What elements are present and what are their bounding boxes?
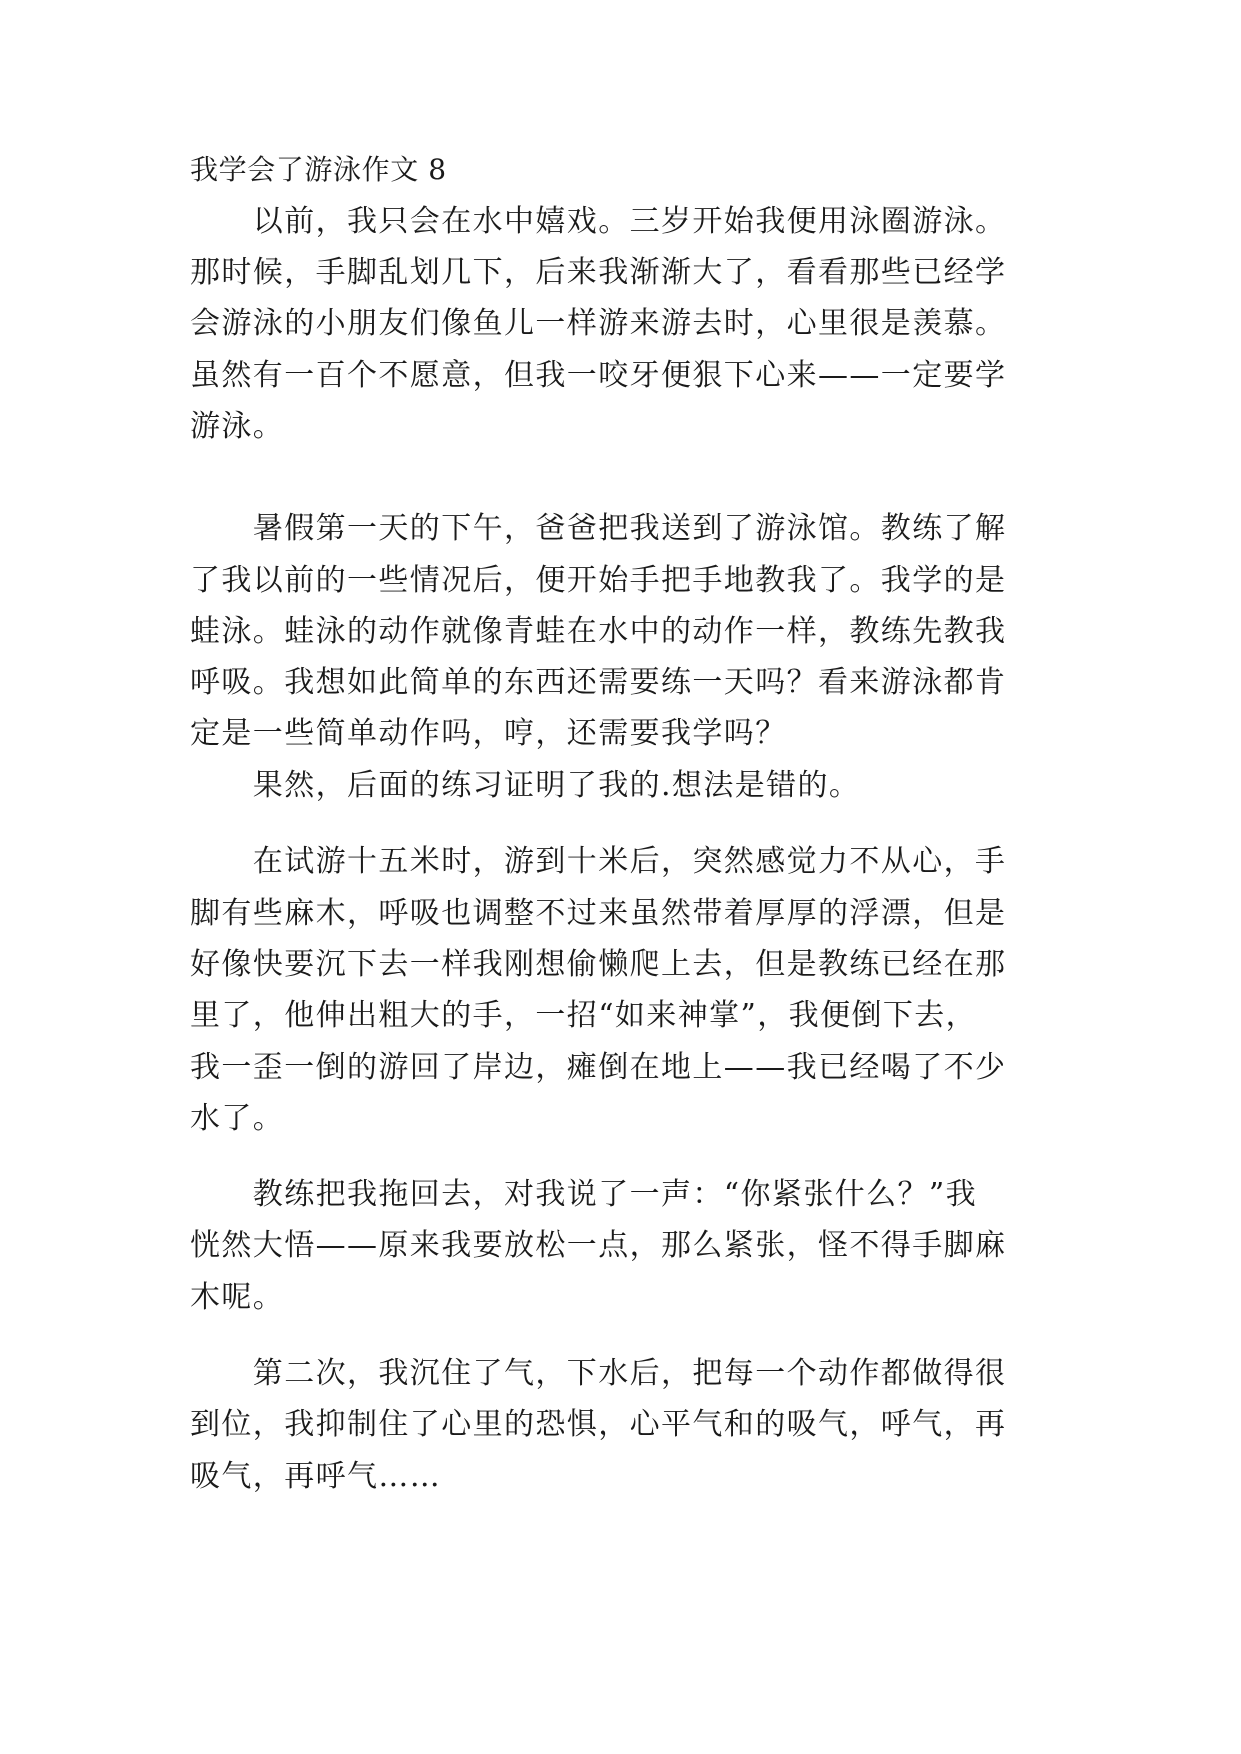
text-line: 以前，我只会在水中嬉戏。三岁开始我便用泳圈游泳。 [190,204,1007,239]
text-line: 教练把我拖回去，对我说了一声：“你紧张什么？”我 [190,1177,978,1212]
text-line: 恍然大悟——原来我要放松一点，那么紧张，怪不得手脚麻 [190,1228,1007,1263]
text-line: 木呢。 [190,1280,285,1315]
text-line: 游泳。 [190,409,285,444]
text-line: 在试游十五米时，游到十米后，突然感觉力不从心，手 [190,844,1007,879]
text-line: 定是一些简单动作吗，哼，还需要我学吗？ [190,716,787,751]
text-line: 呼吸。我想如此简单的东西还需要练一天吗？看来游泳都肯 [190,665,1007,700]
text-line: 果然，后面的练习证明了我的.想法是错的。 [190,768,861,803]
text-line: 了我以前的一些情况后，便开始手把手地教我了。我学的是 [190,563,1007,598]
text-line: 蛙泳。蛙泳的动作就像青蛙在水中的动作一样，教练先教我 [190,614,1007,649]
text-line: 水了。 [190,1101,285,1136]
text-line: 到位，我抑制住了心里的恐惧，心平气和的吸气，呼气，再 [190,1407,1007,1442]
text-line: 脚有些麻木，呼吸也调整不过来虽然带着厚厚的浮漂，但是 [190,896,1007,931]
text-line: 里了，他伸出粗大的手，一招“如来神掌”，我便倒下去， [190,998,978,1033]
text-line: 好像快要沉下去一样我刚想偷懒爬上去，但是教练已经在那 [190,947,1007,982]
text-line: 暑假第一天的下午，爸爸把我送到了游泳馆。教练了解 [190,511,1007,546]
document-title: 我学会了游泳作文 8 [190,153,447,186]
text-line: 虽然有一百个不愿意，但我一咬牙便狠下心来——一定要学 [190,358,1007,393]
text-line: 那时候，手脚乱划几下，后来我渐渐大了，看看那些已经学 [190,255,1007,290]
text-line: 我一歪一倒的游回了岸边，瘫倒在地上——我已经喝了不少 [190,1050,1007,1085]
text-line: 吸气，再呼气…… [190,1459,442,1494]
text-line: 第二次，我沉住了气，下水后，把每一个动作都做得很 [190,1356,1007,1391]
text-line: 会游泳的小朋友们像鱼儿一样游来游去时，心里很是羡慕。 [190,306,1007,341]
